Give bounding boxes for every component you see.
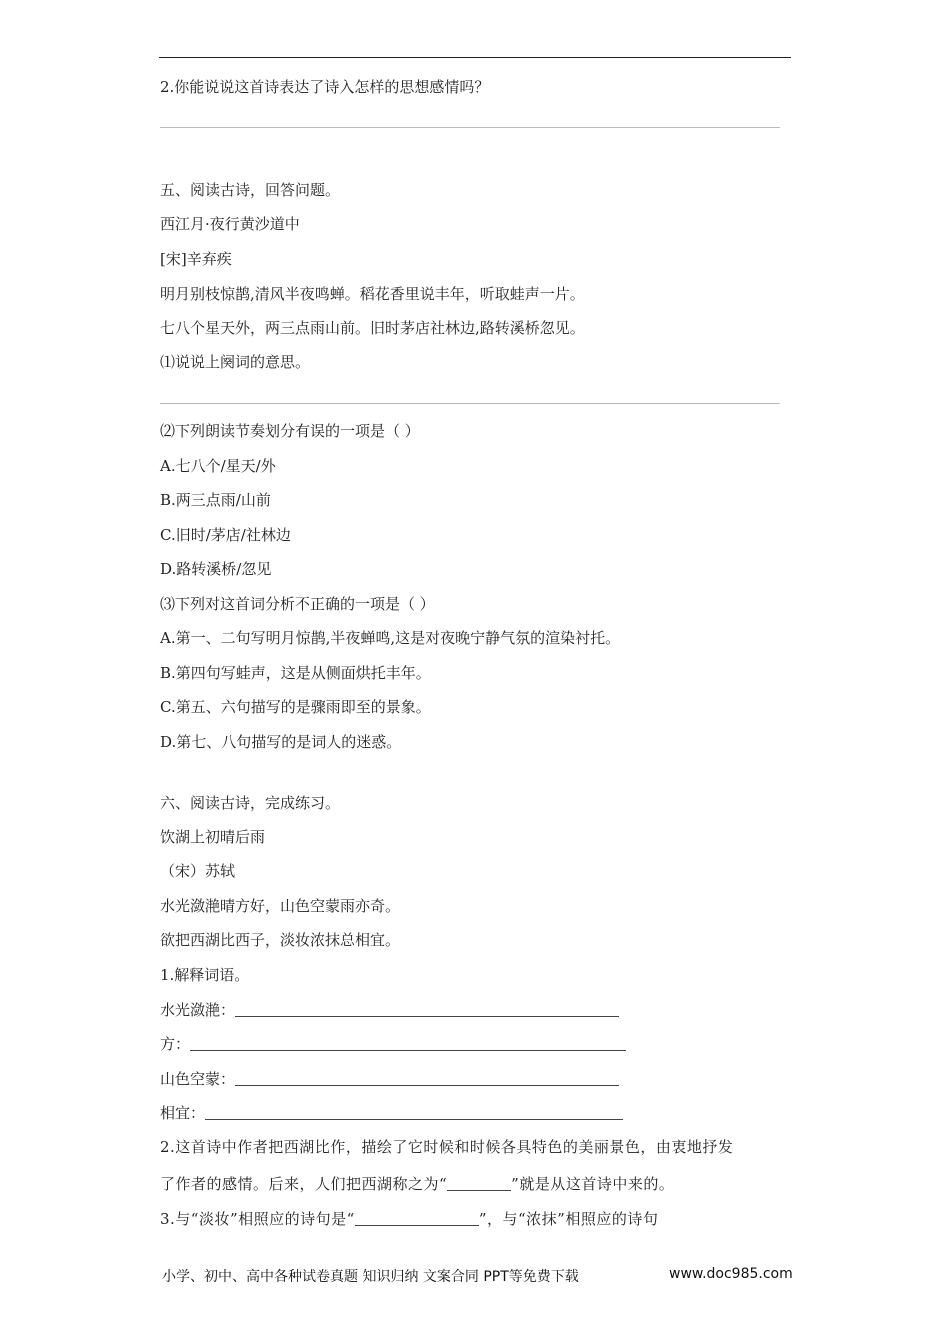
choice-option: A.第一、二句写明月惊鹊,半夜蝉鸣,这是对夜晚宁静气氛的渲染衬托。: [160, 629, 621, 647]
section-6-question-2: 2.这首诗中作者把西湖比作，描绘了它时候和时候各具特色的美丽景色，由衷地抒发: [160, 1138, 734, 1156]
section-6-poem-line: 水光潋滟晴方好，山色空蒙雨亦奇。: [160, 897, 401, 915]
section-5-poem-title: 西江月·夜行黄沙道中: [160, 215, 300, 233]
choice-option: D.路转溪桥/忽见: [160, 560, 272, 578]
section-6-poem-title: 饮湖上初晴后雨: [160, 828, 266, 846]
answer-line[interactable]: [160, 127, 780, 128]
term-label: 山色空蒙：: [160, 1070, 236, 1088]
choice-option: A.七八个/星天/外: [160, 457, 276, 475]
choice-option: D.第七、八句描写的是词人的迷惑。: [160, 733, 402, 751]
section-6-question-1: 1.解释词语。: [160, 966, 250, 984]
header-rule: [159, 57, 791, 58]
fill-blank[interactable]: [355, 1211, 479, 1226]
answer-line[interactable]: [160, 403, 780, 404]
section-6-author: （宋）苏轼: [160, 862, 236, 880]
section-5-poem-line: 明月别枝惊鹊,清风半夜鸣蝉。稻花香里说丰年，听取蛙声一片。: [160, 285, 585, 303]
section-5-question-2: ⑵下列朗读节奏划分有误的一项是（ ）: [160, 422, 420, 440]
section-5-question-3: ⑶下列对这首词分析不正确的一项是（ ）: [160, 595, 435, 613]
term-row: [160, 1034, 626, 1054]
previous-question-2: 2.你能说说这首诗表达了诗入怎样的思想感情吗？: [160, 78, 490, 96]
choice-option: C.旧时/茅店/社林边: [160, 526, 291, 544]
page-footer: [0, 1266, 950, 1288]
section-5-heading: 五、阅读古诗，回答问题。: [160, 181, 341, 199]
section-5-author: [宋]辛弃疾: [160, 250, 232, 268]
section-6-question-3: 3.与“淡妆”相照应的诗句是“ ”，与“浓抹”相照应的诗句: [160, 1210, 659, 1228]
section-6-heading: 六、阅读古诗，完成练习。: [160, 794, 341, 812]
section-6-question-2-cont: 了作者的感情。后来，人们把西湖称之为“ ”就是从这首诗中来的。: [160, 1175, 675, 1193]
term-answer-blank[interactable]: [235, 1071, 619, 1086]
term-row: [160, 1000, 619, 1020]
term-row: [160, 1103, 623, 1123]
footer-text: 小学、初中、高中各种试卷真题 知识归纳 文案合同 PPT等免费下载: [162, 1269, 579, 1285]
term-label: 方：: [160, 1035, 191, 1053]
term-answer-blank[interactable]: [235, 1002, 619, 1017]
term-label: 相宜：: [160, 1104, 206, 1122]
section-5-poem-line: 七八个星天外，两三点雨山前。旧时茅店社林边,路转溪桥忽见。: [160, 319, 585, 337]
fill-blank[interactable]: [447, 1176, 511, 1191]
term-answer-blank[interactable]: [205, 1105, 623, 1120]
choice-option: C.第五、六句描写的是骤雨即至的景象。: [160, 698, 431, 716]
term-label: 水光潋滟：: [160, 1001, 236, 1019]
term-answer-blank[interactable]: [190, 1036, 626, 1051]
section-6-poem-line: 欲把西湖比西子，淡妆浓抹总相宜。: [160, 931, 401, 949]
footer-url[interactable]: www.doc985.com: [669, 1266, 793, 1282]
section-5-question-1: ⑴说说上阕词的意思。: [160, 353, 311, 371]
choice-option: B.第四句写蛙声，这是从侧面烘托丰年。: [160, 664, 431, 682]
choice-option: B.两三点雨/山前: [160, 491, 271, 509]
term-row: [160, 1069, 619, 1089]
